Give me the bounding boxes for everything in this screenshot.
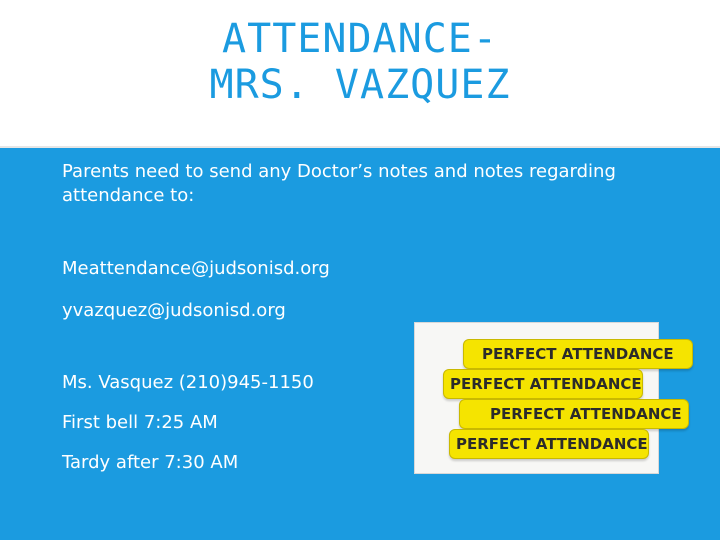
title-line-1: ATTENDANCE- xyxy=(222,16,498,62)
phone-line: Ms. Vasquez (210)945-1150 xyxy=(62,372,314,393)
wristband-4: PERFECT ATTENDANCE xyxy=(449,429,649,459)
intro-text: Parents need to send any Doctor’s notes and notes regarding attendance to: xyxy=(62,161,616,206)
title-line-2: MRS. VAZQUEZ xyxy=(209,62,511,108)
email-2: yvazquez@judsonisd.org xyxy=(62,300,286,321)
perfect-attendance-wristbands-image xyxy=(414,322,682,474)
wristband-2: PERFECT ATTENDANCE xyxy=(443,369,643,399)
slide-title xyxy=(0,16,720,108)
tardy-line: Tardy after 7:30 AM xyxy=(62,452,239,473)
wristband-3: PERFECT ATTENDANCE xyxy=(459,399,689,429)
email-1: Meattendance@judsonisd.org xyxy=(62,258,330,279)
first-bell-line: First bell 7:25 AM xyxy=(62,412,218,433)
wristband-1: PERFECT ATTENDANCE xyxy=(463,339,693,369)
